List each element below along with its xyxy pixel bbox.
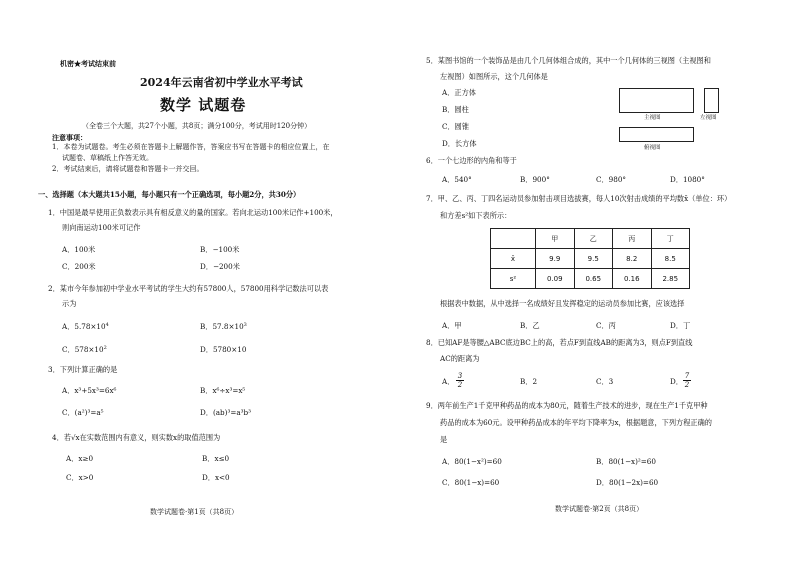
q3-stem: 3．下列计算正确的是 — [48, 365, 118, 374]
q8-option-a-fraction: 3 2 — [457, 372, 463, 389]
q5-option-c: C．圆锥 — [442, 122, 470, 131]
score-table — [490, 228, 690, 289]
q4-option-d: D．x<0 — [202, 473, 230, 482]
table-header-cell — [491, 229, 536, 249]
table-header-cell: 乙 — [574, 229, 613, 249]
q8-option-b: B．2 — [520, 377, 538, 386]
page-footer-right: 数学试题卷·第2页（共8页） — [555, 505, 644, 513]
note-1: 1．本卷为试题卷。考生必须在答题卡上解题作答，答案应书写在答题卡的相应位置上，在 — [52, 143, 330, 151]
q8-option-d: D． — [670, 377, 683, 386]
q9-line1: 9．两年前生产1千克甲种药品的成本为80元，随着生产技术的进步，现在生产1千克甲种 — [426, 401, 708, 410]
q7-option-c: C．丙 — [596, 321, 616, 330]
q9-option-a: A．80(1−x²)=60 — [442, 457, 502, 466]
left-view-caption: 左视图 — [700, 115, 717, 121]
q6-option-d: D．1080° — [670, 175, 705, 184]
q2-line1: 2．某市今年参加初中学业水平考试的学生大约有57800人，57800用科学记数法可以表 — [48, 284, 329, 293]
note-2: 2．考试结束后，请将试题卷和答题卡一并交回。 — [52, 165, 204, 173]
q6-option-a: A．540° — [442, 175, 472, 184]
q2-option-c: C．$578\times 10^2$ — [62, 345, 107, 354]
q7-line1: 7．甲、乙、丙、丁四名运动员参加射击项目选拔赛，每人10次射击成绩的平均数x̄（单位：环） — [426, 194, 732, 203]
q3-option-b: B．x⁶÷x³=x⁵ — [200, 386, 246, 395]
table-cell: 0.65 — [574, 269, 613, 289]
q4-option-a: A．x≥0 — [66, 454, 94, 463]
front-view-figure — [619, 88, 694, 113]
page-footer-left: 数学试题卷·第1页（共8页） — [150, 508, 239, 516]
q8-option-d-fraction: 7 2 — [684, 372, 690, 389]
table-cell: x̄ — [491, 249, 536, 269]
q6-option-c: C．980° — [596, 175, 626, 184]
q6-option-b: B．900° — [520, 175, 550, 184]
q9-line3: 是 — [440, 435, 448, 444]
table-header-cell: 丙 — [613, 229, 652, 249]
q1-line2: 则向南运动100米可记作 — [62, 223, 141, 232]
q3-option-c: C．(a²)³=a⁵ — [62, 408, 104, 417]
exam-title: 2024年云南省初中学业水平考试 — [140, 76, 303, 89]
q1-option-a: A．100米 — [62, 245, 96, 254]
q2-option-d: D．5780×10 — [200, 345, 247, 354]
q5-option-a: A．正方体 — [442, 88, 476, 97]
table-cell: s² — [491, 269, 536, 289]
q5-option-d: D．长方体 — [442, 139, 477, 148]
q3-option-a: A．x³+5x³=6x⁶ — [62, 386, 117, 395]
q2-option-a: A．$5.78\times 10^4$ — [62, 322, 109, 331]
q8-line1: 8．已知AF是等腰△ABC底边BC上的高，若点F到直线AB的距离为3，则点F到直线 — [426, 338, 693, 347]
table-cell: 0.16 — [613, 269, 652, 289]
q5-line2: 左视图）如图所示，这个几何体是 — [440, 72, 548, 81]
q5-option-b: B．圆柱 — [442, 105, 469, 114]
notice-label: 注意事项： — [52, 133, 87, 142]
q3-option-d: D．(ab)³=a³b³ — [200, 408, 251, 417]
q8-option-c: C．3 — [596, 377, 614, 386]
q7-line2: 和方差s²如下表所示： — [440, 211, 512, 220]
section-1-heading: 一、选择题（本大题共15小题，每小题只有一个正确选项，每小题2分，共30分） — [38, 190, 301, 199]
q9-option-d: D．80(1−2x)=60 — [596, 478, 659, 487]
top-view-caption: 俯视图 — [644, 145, 661, 151]
table-header-cell: 甲 — [536, 229, 575, 249]
secret-label: 机密★考试结束前 — [60, 59, 116, 68]
table-row — [491, 249, 690, 269]
q6-stem: 6．一个七边形的内角和等于 — [426, 156, 517, 165]
q1-option-d: D．−200米 — [200, 262, 240, 271]
q2-option-b: B．$57.8\times 10^3$ — [200, 322, 247, 331]
table-row — [491, 269, 690, 289]
q1-line1: 1．中国是最早使用正负数表示具有相反意义的量的国家。若向北运动100米记作+100米， — [48, 208, 338, 217]
note-1b: 试题卷、草稿纸上作答无效。 — [62, 154, 153, 162]
q7-option-a: A．甲 — [442, 321, 462, 330]
q5-line1: 5．某图书馆的一个装饰品是由几个几何体组合成的，其中一个几何体的三视图（主视图和 — [426, 56, 711, 65]
table-header-cell: 丁 — [651, 229, 690, 249]
top-view-figure — [619, 127, 694, 142]
q8-line2: AC的距离为 — [440, 354, 480, 363]
table-header-row — [491, 229, 690, 249]
left-view-figure — [704, 88, 719, 113]
q4-option-b: B．x≤0 — [202, 454, 230, 463]
q9-option-c: C．80(1−x)=60 — [442, 478, 500, 487]
q1-option-c: C．200米 — [62, 262, 96, 271]
q4-option-c: C．x>0 — [66, 473, 94, 482]
q2-line2: 示为 — [62, 299, 77, 308]
q1-option-b: B．−100米 — [200, 245, 240, 254]
table-cell: 8.2 — [613, 249, 652, 269]
q7-option-d: D．丁 — [670, 321, 691, 330]
q7-option-b: B．乙 — [520, 321, 540, 330]
table-cell: 8.5 — [651, 249, 690, 269]
front-view-caption: 主视图 — [644, 115, 661, 121]
table-cell: 0.09 — [536, 269, 575, 289]
table-cell: 9.5 — [574, 249, 613, 269]
table-cell: 9.9 — [536, 249, 575, 269]
q9-option-b: B．80(1−x)²=60 — [596, 457, 656, 466]
q4-stem: 4．若√x在实数范围内有意义，则实数x的取值范围为 — [52, 433, 221, 442]
q8-option-a: A． — [442, 377, 455, 386]
q7-tail: 根据表中数据，从中选择一名成绩好且发挥稳定的运动员参加比赛，应该选择 — [440, 299, 685, 308]
subject-title: 数学 试题卷 — [160, 96, 247, 114]
table-cell: 2.85 — [651, 269, 690, 289]
q9-line2: 药品的成本为60元。设甲种药品成本的年平均下降率为x，根据题意，下列方程正确的 — [440, 418, 712, 427]
exam-info: （全卷三个大题，共27个小题，共8页；满分100分，考试用时120分钟） — [82, 122, 312, 130]
